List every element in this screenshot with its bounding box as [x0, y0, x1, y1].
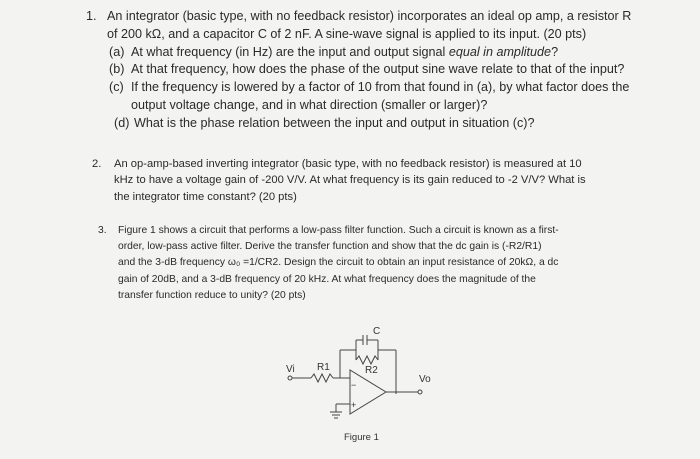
subquestion-d: (d) What is the phase relation between the input and output in situation (c)?: [114, 115, 535, 130]
question-number: 1.: [86, 9, 97, 23]
question-stem: An integrator (basic type, with no feedback resistor) incorporates an ideal op amp, a resistor R of 200 kΩ, and a capacitor C of 2 nF. A sine-wave signal is applied to its input. (20 pts): [107, 9, 632, 41]
question-text: Figure 1 shows a circuit that performs a low-pass filter function. Such a circuit is known as a first- order, low-pass active filter. Derive the transfer function and show that the dc gain is (-R2/R1) and the 3-dB frequency ω₀ =1/CR2. Design the circuit to obtain an input resistance of 20kΩ, a dc gain of 20dB, and a 3-dB frequency of 20 kHz. At what frequency does the magnitude of the transfer function reduce to unity? (20 pts): [118, 225, 559, 301]
circuit-figure: [278, 322, 438, 457]
question-2: [92, 156, 622, 205]
minus-sign: −: [351, 380, 357, 390]
output-terminal: [418, 390, 422, 394]
label-r1: R1: [317, 362, 330, 373]
question-3: [98, 223, 628, 304]
resistor-r2: [356, 356, 378, 364]
subquestion-b: (b) At that frequency, how does the phase of the output sine wave relate to that of the input?: [109, 62, 625, 77]
label-vo: Vo: [419, 374, 431, 385]
subquestion-a: (a) At what frequency (in Hz) are the input and output signal equal in amplitude?: [109, 44, 559, 59]
label-vi: Vi: [286, 364, 295, 375]
question-number: 2.: [92, 158, 102, 170]
plus-sign: +: [351, 400, 357, 410]
question-1: [86, 8, 646, 133]
question-text: An op-amp-based inverting integrator (basic type, with no feedback resistor) is measured at 10 kHz to have a voltage gain of -200 V/V. At what frequency is its gain reduced to -2 V/V? What is the integrator time constant? (20 pts): [114, 158, 586, 203]
label-r2: R2: [365, 365, 378, 376]
figure-caption: Figure 1: [344, 432, 379, 443]
subquestion-c: (c) If the frequency is lowered by a factor of 10 from that found in (a), by what factor does the output voltage change, and in what direction (smaller or larger)?: [109, 80, 630, 112]
label-c: C: [373, 326, 381, 337]
resistor-r1: [311, 374, 333, 382]
question-number: 3.: [98, 225, 107, 236]
input-terminal: [288, 376, 292, 380]
